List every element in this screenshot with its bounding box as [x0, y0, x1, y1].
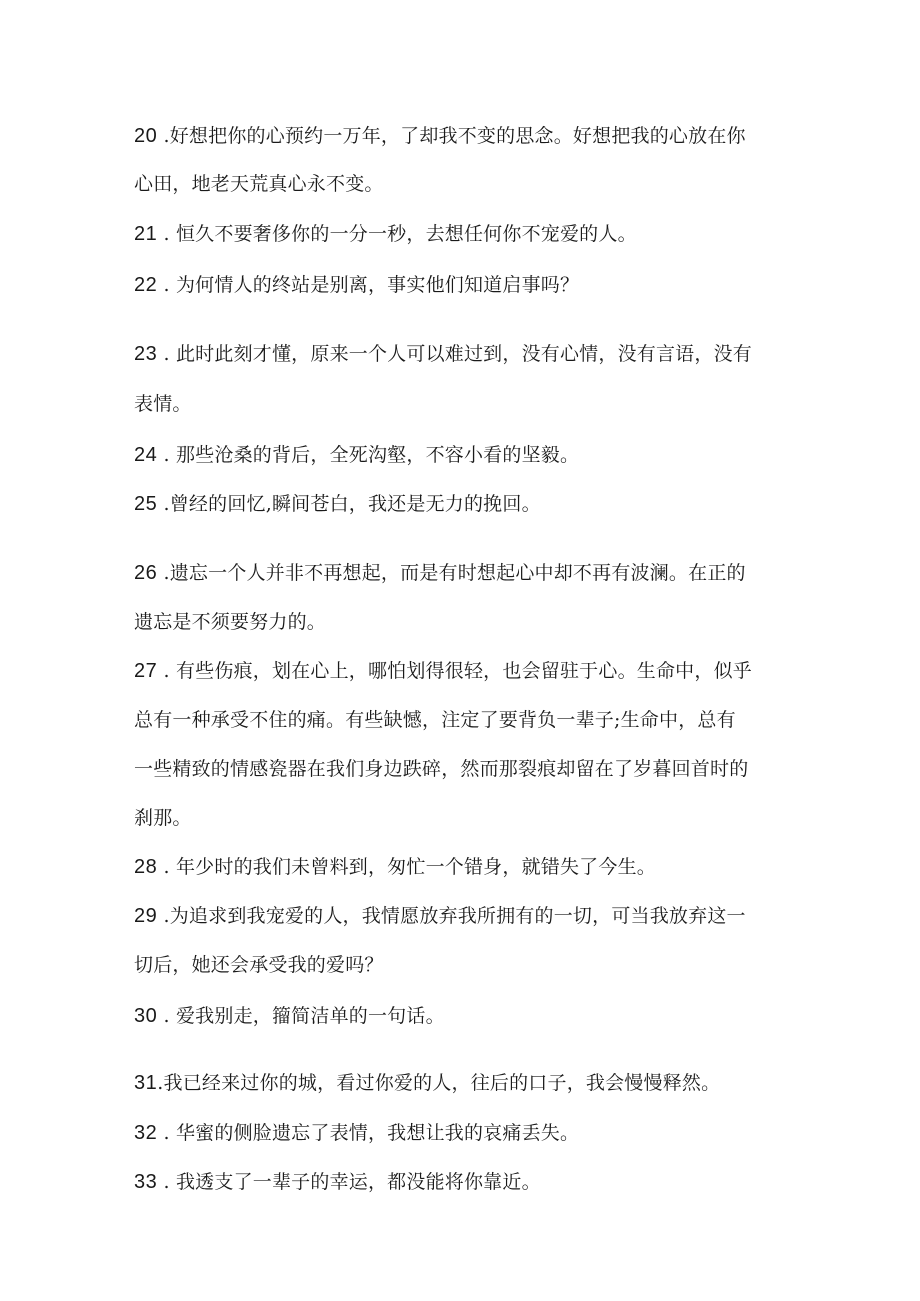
entry-27-line-1 [134, 659, 790, 683]
entry-23-line-1 [134, 342, 790, 366]
entry-number: 31 [134, 1072, 158, 1094]
entry-29-line-2 [134, 953, 790, 977]
entry-text: 为何情人的终站是别离，事实他们知道启事吗？ [175, 274, 580, 296]
entry-number: 21 [134, 223, 158, 245]
entry-22 [134, 273, 790, 297]
entry-32 [134, 1121, 790, 1145]
entry-separator: . [157, 274, 170, 296]
entry-number: 33 [134, 1171, 158, 1193]
entry-separator: . [157, 562, 170, 584]
entry-text: 那些沧桑的背后，全死沟壑，不容小看的坚毅。 [175, 444, 580, 466]
entry-text: 总有一种承受不住的痛。有些缺憾，注定了要背负一辈子;生命中，总有 [134, 709, 736, 731]
entry-text: 我已经来过你的城，看过你爱的人，往后的口子，我会慢慢释然。 [163, 1072, 721, 1094]
entry-number: 27 [134, 660, 158, 682]
entry-21 [134, 222, 790, 246]
entry-number: 26 [134, 562, 158, 584]
entry-26-line-1 [134, 561, 790, 585]
entry-text: 恒久不要奢侈你的一分一秒，去想任何你不宠爱的人。 [175, 223, 637, 245]
entry-number: 20 [134, 125, 158, 147]
entry-separator: . [157, 1072, 164, 1094]
entry-31 [134, 1071, 790, 1095]
entry-23-line-2 [134, 392, 790, 416]
entry-text: 曾经的回忆,瞬间苍白，我还是无力的挽回。 [169, 493, 541, 515]
entry-text: 表情。 [134, 393, 192, 415]
entry-27-line-3 [134, 757, 790, 781]
entry-text: 遗忘是不须要努力的。 [134, 611, 327, 633]
entry-separator: . [157, 223, 170, 245]
entry-separator: . [157, 444, 170, 466]
entry-20-line-1 [134, 124, 790, 148]
entry-text: 爱我别走，籀简洁单的一句话。 [175, 1005, 445, 1027]
entry-separator: . [157, 856, 170, 878]
entry-text: 遗忘一个人并非不再想起，而是有时想起心中却不再有波澜。在正的 [169, 562, 746, 584]
entry-number: 32 [134, 1122, 158, 1144]
entry-text: 华蜜的侧脸遗忘了表情，我想让我的哀痛丢失。 [175, 1122, 580, 1144]
entry-text: 切后，她还会承受我的爱吗？ [134, 954, 384, 976]
entry-text: 好想把你的心预约一万年，了却我不变的思念。好想把我的心放在你 [169, 125, 746, 147]
entry-29-line-1 [134, 904, 790, 928]
entry-number: 28 [134, 856, 158, 878]
entry-separator: . [157, 343, 170, 365]
entry-27-line-2 [134, 708, 790, 732]
entry-26-line-2 [134, 610, 790, 634]
entry-separator: . [157, 1122, 170, 1144]
entry-number: 23 [134, 343, 158, 365]
entry-text: 刹那。 [134, 807, 192, 829]
entry-number: 24 [134, 444, 158, 466]
entry-separator: . [157, 905, 170, 927]
entry-number: 22 [134, 274, 158, 296]
entry-text: 有些伤痕，划在心上，哪怕划得很轻，也会留驻于心。生命中，似乎 [175, 660, 752, 682]
entry-text: 心田，地老天荒真心永不变。 [134, 173, 384, 195]
entry-number: 30 [134, 1005, 158, 1027]
entry-text: 此时此刻才懂，原来一个人可以难过到，没有心情，没有言语，没有 [175, 343, 752, 365]
entry-separator: . [157, 1005, 170, 1027]
entry-33 [134, 1170, 790, 1194]
entry-30 [134, 1004, 790, 1028]
entry-20-line-2 [134, 172, 790, 196]
entry-separator: . [157, 660, 170, 682]
entry-number: 25 [134, 493, 158, 515]
entry-25 [134, 492, 790, 516]
entry-separator: . [157, 125, 170, 147]
entry-separator: . [157, 1171, 170, 1193]
entry-text: 为追求到我宠爱的人，我情愿放弃我所拥有的一切，可当我放弃这一 [169, 905, 746, 927]
entry-28 [134, 855, 790, 879]
entry-text: 一些精致的情感瓷器在我们身边跌碎，然而那裂痕却留在了岁暮回首时的 [134, 758, 749, 780]
entry-24 [134, 443, 790, 467]
entry-number: 29 [134, 905, 158, 927]
entry-text: 年少时的我们未曾料到，匆忙一个错身，就错失了今生。 [175, 856, 656, 878]
entry-text: 我透支了一辈子的幸运，都没能将你靠近。 [175, 1171, 541, 1193]
entry-separator: . [157, 493, 170, 515]
entry-27-line-4 [134, 806, 790, 830]
